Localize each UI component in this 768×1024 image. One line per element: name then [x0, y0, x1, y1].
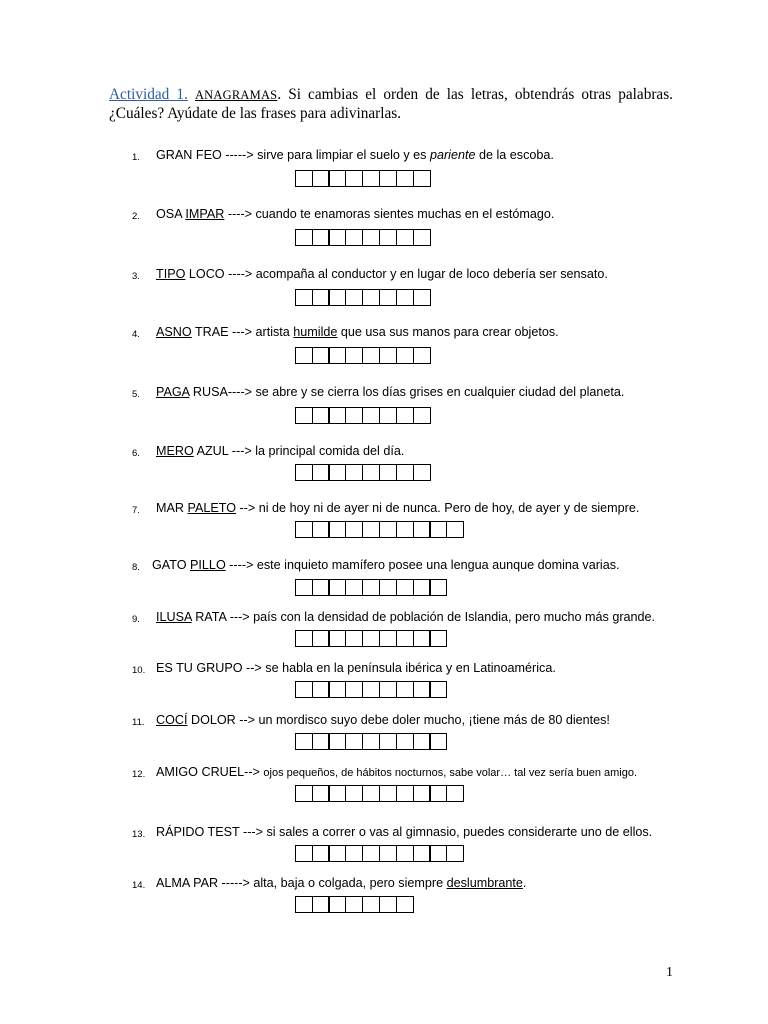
letter-box[interactable] — [328, 681, 346, 698]
letter-box[interactable] — [312, 733, 330, 750]
letter-box[interactable] — [396, 229, 414, 246]
clue-fragment: pariente — [429, 148, 476, 162]
exercise-number: 11. — [132, 717, 145, 728]
letter-box[interactable] — [312, 521, 330, 538]
letter-box[interactable] — [413, 170, 431, 187]
clue-fragment: ASNO — [156, 325, 192, 339]
letter-box[interactable] — [328, 521, 346, 538]
clue-fragment: TIPO — [156, 267, 186, 281]
exercise-clue — [156, 713, 610, 728]
exercise-number: 2. — [132, 211, 140, 222]
letter-box[interactable] — [295, 407, 313, 424]
letter-box[interactable] — [328, 896, 346, 913]
letter-box[interactable] — [328, 785, 346, 802]
letter-box[interactable] — [429, 681, 447, 698]
letter-box[interactable] — [328, 347, 346, 364]
activity-header — [109, 86, 673, 123]
letter-box[interactable] — [362, 785, 380, 802]
exercise-clue — [156, 385, 624, 400]
letter-box[interactable] — [379, 347, 397, 364]
exercise-clue — [156, 876, 526, 891]
letter-box[interactable] — [295, 521, 313, 538]
exercise-number: 10. — [132, 665, 146, 676]
exercise-clue — [156, 825, 652, 840]
exercise-number: 13. — [132, 829, 146, 840]
letter-box[interactable] — [328, 229, 346, 246]
clue-fragment: GRAN FEO -----> sirve para limpiar el suelo y es — [156, 148, 430, 162]
letter-box[interactable] — [379, 407, 397, 424]
clue-fragment: PAGA — [156, 385, 190, 399]
letter-box[interactable] — [295, 229, 313, 246]
letter-box[interactable] — [396, 845, 414, 862]
letter-box[interactable] — [379, 630, 397, 647]
letter-box[interactable] — [295, 845, 313, 862]
letter-box[interactable] — [413, 579, 431, 596]
letter-box[interactable] — [362, 170, 380, 187]
answer-boxes — [296, 170, 431, 187]
answer-boxes — [296, 464, 431, 481]
clue-fragment: COCÍ — [156, 713, 188, 727]
exercise-clue — [156, 207, 554, 222]
letter-box[interactable] — [413, 289, 431, 306]
letter-box[interactable] — [345, 785, 363, 802]
clue-fragment: MERO — [156, 444, 194, 458]
letter-box[interactable] — [362, 347, 380, 364]
exercise-clue — [156, 444, 404, 459]
letter-box[interactable] — [379, 521, 397, 538]
clue-fragment: RÁPIDO TEST ---> si sales a correr o vas al gimnasio, puedes considerarte uno de ellos. — [156, 825, 653, 839]
letter-box[interactable] — [379, 896, 397, 913]
letter-box[interactable] — [396, 785, 414, 802]
letter-box[interactable] — [396, 579, 414, 596]
letter-box[interactable] — [295, 464, 313, 481]
answer-boxes — [296, 733, 447, 750]
letter-box[interactable] — [295, 681, 313, 698]
answer-boxes — [296, 579, 447, 596]
letter-box[interactable] — [446, 521, 464, 538]
letter-box[interactable] — [312, 845, 330, 862]
letter-box[interactable] — [413, 347, 431, 364]
letter-box[interactable] — [345, 630, 363, 647]
letter-box[interactable] — [345, 845, 363, 862]
letter-box[interactable] — [379, 733, 397, 750]
letter-box[interactable] — [312, 785, 330, 802]
answer-boxes — [296, 630, 447, 647]
clue-fragment: deslumbrante — [446, 876, 523, 890]
clue-fragment: MAR — [156, 501, 188, 515]
letter-box[interactable] — [396, 896, 414, 913]
letter-box[interactable] — [396, 521, 414, 538]
clue-fragment: ES TU GRUPO --> se habla en la península ibérica y en Latinoamérica. — [156, 661, 556, 675]
letter-box[interactable] — [379, 845, 397, 862]
letter-box[interactable] — [328, 733, 346, 750]
exercise-clue — [156, 148, 554, 163]
letter-box[interactable] — [345, 521, 363, 538]
letter-box[interactable] — [379, 229, 397, 246]
letter-box[interactable] — [362, 407, 380, 424]
anagramas-label: ANAGRAMAS — [194, 88, 278, 102]
letter-box[interactable] — [429, 630, 447, 647]
letter-box[interactable] — [328, 845, 346, 862]
letter-box[interactable] — [345, 464, 363, 481]
letter-box[interactable] — [362, 733, 380, 750]
letter-box[interactable] — [312, 170, 330, 187]
exercise-number: 6. — [132, 448, 140, 459]
letter-box[interactable] — [328, 464, 346, 481]
exercise-number: 9. — [132, 614, 140, 625]
exercise-number: 3. — [132, 271, 140, 282]
letter-box[interactable] — [362, 630, 380, 647]
activity-title: Actividad 1. — [109, 86, 188, 103]
letter-box[interactable] — [413, 845, 431, 862]
answer-boxes — [296, 407, 431, 424]
letter-box[interactable] — [396, 407, 414, 424]
letter-box[interactable] — [379, 785, 397, 802]
letter-box[interactable] — [312, 289, 330, 306]
exercise-clue — [156, 661, 556, 676]
letter-box[interactable] — [312, 464, 330, 481]
letter-box[interactable] — [413, 785, 431, 802]
letter-box[interactable] — [362, 521, 380, 538]
letter-box[interactable] — [345, 896, 363, 913]
letter-box[interactable] — [345, 289, 363, 306]
letter-box[interactable] — [379, 464, 397, 481]
letter-box[interactable] — [413, 681, 431, 698]
letter-box[interactable] — [413, 229, 431, 246]
letter-box[interactable] — [396, 347, 414, 364]
letter-box[interactable] — [413, 733, 431, 750]
clue-fragment: IMPAR — [185, 207, 225, 221]
letter-box[interactable] — [413, 407, 431, 424]
letter-box[interactable] — [345, 347, 363, 364]
clue-fragment: . — [522, 876, 527, 890]
answer-boxes — [296, 347, 431, 364]
letter-box[interactable] — [312, 681, 330, 698]
exercise-clue — [156, 610, 655, 625]
clue-fragment: ILUSA — [156, 610, 192, 624]
letter-box[interactable] — [312, 407, 330, 424]
letter-box[interactable] — [295, 896, 313, 913]
letter-box[interactable] — [379, 289, 397, 306]
letter-box[interactable] — [362, 579, 380, 596]
letter-box[interactable] — [312, 579, 330, 596]
clue-fragment: PALETO — [187, 501, 237, 515]
clue-fragment: ----> este inquieto mamífero posee una lengua aunque domina varias. — [225, 558, 620, 572]
answer-boxes — [296, 521, 464, 538]
clue-fragment: DOLOR --> un mordisco suyo debe doler mucho, ¡tiene más de 80 dientes! — [187, 713, 610, 727]
clue-fragment: ojos pequeños, de hábitos nocturnos, sabe volar… tal vez sería buen amigo. — [263, 767, 638, 779]
letter-box[interactable] — [362, 464, 380, 481]
clue-fragment: RUSA----> se abre y se cierra los días grises en cualquier ciudad del planeta. — [189, 385, 625, 399]
letter-box[interactable] — [396, 170, 414, 187]
letter-box[interactable] — [379, 681, 397, 698]
answer-boxes — [296, 845, 464, 862]
exercise-number: 8. — [132, 562, 140, 573]
exercise-number: 1. — [132, 152, 140, 163]
letter-box[interactable] — [396, 681, 414, 698]
exercise-number: 4. — [132, 329, 140, 340]
letter-box[interactable] — [295, 170, 313, 187]
exercise-clue — [156, 765, 637, 781]
clue-fragment: OSA — [156, 207, 186, 221]
letter-box[interactable] — [295, 785, 313, 802]
letter-box[interactable] — [396, 630, 414, 647]
letter-box[interactable] — [429, 521, 447, 538]
letter-box[interactable] — [345, 229, 363, 246]
letter-box[interactable] — [362, 289, 380, 306]
letter-box[interactable] — [413, 521, 431, 538]
answer-boxes — [296, 229, 431, 246]
clue-fragment: AZUL ---> la principal comida del día. — [193, 444, 405, 458]
clue-fragment: AMIGO CRUEL--> — [156, 765, 264, 779]
letter-box[interactable] — [362, 229, 380, 246]
exercise-number: 14. — [132, 880, 146, 891]
letter-box[interactable] — [345, 733, 363, 750]
letter-box[interactable] — [429, 845, 447, 862]
clue-fragment: --> ni de hoy ni de ayer ni de nunca. Pero de hoy, de ayer y de siempre. — [236, 501, 640, 515]
letter-box[interactable] — [362, 896, 380, 913]
clue-fragment: TRAE ---> artista — [191, 325, 294, 339]
letter-box[interactable] — [446, 785, 464, 802]
letter-box[interactable] — [328, 630, 346, 647]
letter-box[interactable] — [328, 579, 346, 596]
activity-instructions: . Si cambias el orden de las letras, obtendrás otras palabras. ¿Cuáles? Ayúdate de las frases para adivinarlas. — [109, 86, 673, 122]
clue-fragment: que usa sus manos para crear objetos. — [337, 325, 559, 339]
answer-boxes — [296, 289, 431, 306]
clue-fragment: GATO — [152, 558, 191, 572]
letter-box[interactable] — [429, 733, 447, 750]
exercise-clue — [156, 501, 639, 516]
answer-boxes — [296, 896, 414, 913]
letter-box[interactable] — [446, 845, 464, 862]
clue-fragment: PILLO — [190, 558, 226, 572]
letter-box[interactable] — [295, 630, 313, 647]
letter-box[interactable] — [379, 170, 397, 187]
letter-box[interactable] — [312, 896, 330, 913]
letter-box[interactable] — [328, 170, 346, 187]
clue-fragment: LOCO ----> acompaña al conductor y en lugar de loco debería ser sensato. — [185, 267, 608, 281]
letter-box[interactable] — [396, 464, 414, 481]
exercise-clue — [152, 558, 620, 573]
letter-box[interactable] — [312, 229, 330, 246]
letter-box[interactable] — [413, 464, 431, 481]
letter-box[interactable] — [345, 681, 363, 698]
letter-box[interactable] — [345, 170, 363, 187]
letter-box[interactable] — [345, 579, 363, 596]
exercise-clue — [156, 267, 608, 282]
exercise-clue — [156, 325, 559, 340]
letter-box[interactable] — [328, 407, 346, 424]
answer-boxes — [296, 681, 447, 698]
letter-box[interactable] — [328, 289, 346, 306]
letter-box[interactable] — [362, 681, 380, 698]
letter-box[interactable] — [295, 289, 313, 306]
letter-box[interactable] — [295, 733, 313, 750]
letter-box[interactable] — [396, 289, 414, 306]
clue-fragment: de la escoba. — [475, 148, 554, 162]
answer-boxes — [296, 785, 464, 802]
letter-box[interactable] — [345, 407, 363, 424]
letter-box[interactable] — [379, 579, 397, 596]
clue-fragment: humilde — [293, 325, 338, 339]
clue-fragment: RATA ---> país con la densidad de población de Islandia, pero mucho más grande. — [191, 610, 656, 624]
letter-box[interactable] — [295, 579, 313, 596]
letter-box[interactable] — [429, 579, 447, 596]
page-number: 1 — [666, 965, 673, 980]
letter-box[interactable] — [429, 785, 447, 802]
clue-fragment: ALMA PAR -----> alta, baja o colgada, pero siempre — [156, 876, 447, 890]
letter-box[interactable] — [295, 347, 313, 364]
clue-fragment: ----> cuando te enamoras sientes muchas en el estómago. — [224, 207, 555, 221]
exercise-number: 5. — [132, 389, 140, 400]
letter-box[interactable] — [312, 630, 330, 647]
letter-box[interactable] — [413, 630, 431, 647]
exercise-number: 12. — [132, 769, 146, 780]
letter-box[interactable] — [362, 845, 380, 862]
exercise-number: 7. — [132, 505, 140, 516]
letter-box[interactable] — [312, 347, 330, 364]
letter-box[interactable] — [396, 733, 414, 750]
